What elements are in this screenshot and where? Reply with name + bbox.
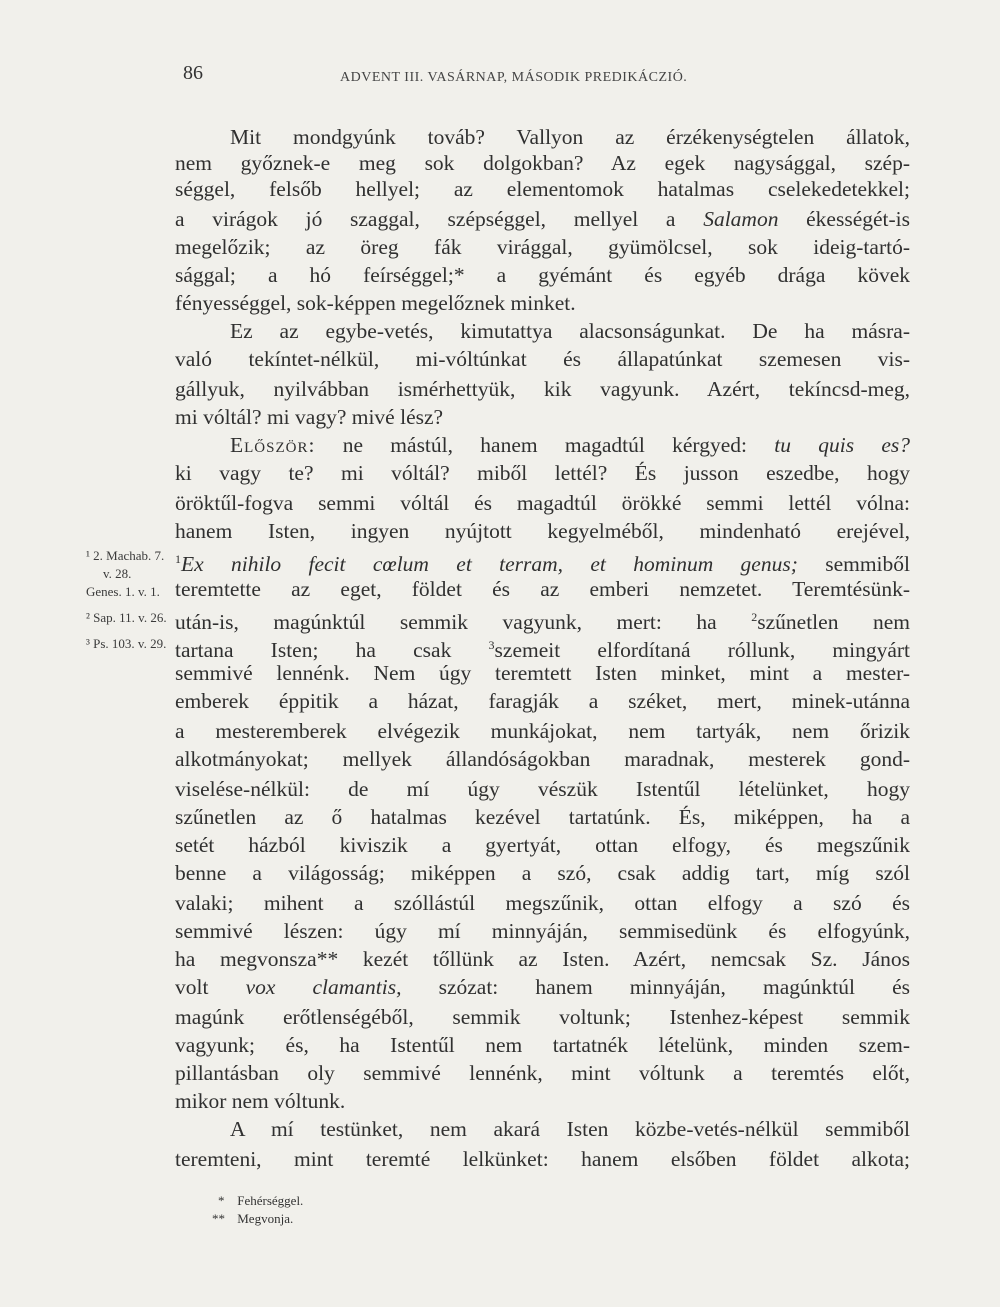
text-line: fényességgel, sok-képpen megelőznek minket.: [175, 291, 576, 315]
text-fragment: szózat: hanem minnyáján, magúnktúl és: [438, 975, 910, 999]
footnote-mark: **: [212, 1211, 225, 1226]
text-line: setét házból kiviszik a gyertyát, ottan elfogy, és megszűnik: [175, 833, 910, 857]
text-line: Ez az egybe-vetés, kimutattya alacsonságunkat. De ha másra-: [230, 319, 910, 343]
text-line: valaki; mihent a szóllástúl megszűnik, ottan elfogy a szó és: [175, 891, 910, 915]
text-line: való tekíntet-nélkül, mi-vóltúnkat és állapatúnkat szemesen vis-: [175, 347, 910, 371]
text-line: semmivé lennénk. Nem úgy teremtett Isten minket, mint a mester-: [175, 661, 910, 685]
text-line: Mit mondgyúnk továb? Vallyon az érzékenységtelen állatok,: [230, 125, 910, 149]
margin-note: ³ Ps. 103. v. 29.: [86, 636, 167, 651]
italic-phrase: Ex nihilo fecit cœlum et terram, et hominum genus;: [181, 552, 798, 577]
text-fragment: tartana Isten; ha csak: [175, 638, 452, 663]
text-line: semmivé lészen: úgy mí minnyáján, semmisedünk és elfogyúnk,: [175, 919, 910, 943]
running-head: ADVENT III. VASÁRNAP, MÁSODIK PREDIKÁCZIÓ.: [340, 70, 688, 85]
note-marker: 2: [751, 610, 758, 624]
text-line: [175, 630, 911, 663]
text-line: séggel, felsőb hellyel; az elementomok hatalmas cselekedetekkel;: [175, 177, 910, 201]
text-line: megelőzik; az öreg fák virággal, gyümölcsel, sok ideig-tartó-: [175, 235, 910, 259]
text-line: mikor nem vóltunk.: [175, 1089, 346, 1113]
text-line: teremtette az eget, földet és az emberi nemzetet. Teremtésünk-: [175, 577, 910, 601]
text-line: viselése-nélkül: de mí úgy vészük Istentűl lételünket, hogy: [175, 777, 910, 801]
text-line: [175, 204, 910, 234]
text-line: [175, 972, 910, 1002]
margin-note: Genes. 1. v. 1.: [86, 584, 160, 599]
text-line: A mí testünket, nem akará Isten közbe-vetés-nélkül semmiből: [230, 1117, 910, 1141]
text-fragment: szűnetlen nem: [757, 610, 910, 635]
text-line: hanem Isten, ingyen nyújtott kegyelméből, mindenható erejével,: [175, 519, 910, 543]
text-fragment: semmiből: [825, 552, 911, 577]
margin-note: ² Sap. 11. v. 26.: [86, 610, 167, 625]
text-line: benne a világosság; miképpen a szó, csak addig tart, míg szól: [175, 861, 910, 885]
note-marker: 1: [175, 552, 181, 566]
text-line: gállyuk, nyilvábban ismérhettyük, kik vagyunk. Azért, tekíncsd-meg,: [175, 377, 910, 401]
margin-note: v. 28.: [103, 566, 132, 581]
italic-phrase: vox clamantis,: [245, 975, 402, 999]
text-line: öröktűl-fogva semmi vóltál és magadtúl örökké semmi lettél vólna:: [175, 491, 910, 515]
text-line: ha megvonsza** kezét tőllünk az Isten. Azért, nemcsak Sz. János: [175, 947, 910, 971]
text-fragment: szemeit elfordítaná róllunk, mingyárt: [494, 638, 911, 663]
small-caps-word: Először:: [230, 433, 316, 457]
text-line: vagyunk; és, ha Istentűl nem tartatnék lételünk, minden szem-: [175, 1033, 910, 1057]
margin-note: ¹ 2. Machab. 7.: [86, 548, 165, 563]
text-line: teremteni, mint teremté lelkünket: hanem elsőben földet alkota;: [175, 1147, 910, 1171]
text-fragment: a virágok jó szaggal, szépséggel, mellyel a: [175, 207, 676, 231]
footnotes: [212, 1192, 304, 1228]
text-line: pillantásban oly semmivé lennénk, mint vóltunk a teremtés előt,: [175, 1061, 910, 1085]
footnote-text: Megvonja.: [237, 1211, 294, 1226]
text-line: emberek éppitik a házat, faragják a széket, mert, minek-utánna: [175, 689, 910, 713]
footnote: [212, 1210, 303, 1228]
text-line: [175, 602, 910, 635]
text-line: ki vagy te? mi vóltál? miből lettél? És jusson eszedbe, hogy: [175, 461, 910, 485]
text-line: alkotmányokat; mellyek állandóságokban maradnak, mesterek gond-: [175, 747, 910, 771]
text-fragment: után-is, magúnktúl semmik vagyunk, mert: ha: [175, 610, 717, 635]
italic-word: Salamon: [703, 207, 779, 231]
text-line: nem győznek-e meg sok dolgokban? Az egek nagysággal, szép-: [175, 151, 910, 175]
italic-phrase: tu quis es?: [774, 433, 911, 457]
footnote-text: Fehérséggel.: [237, 1193, 304, 1208]
note-marker: 3: [488, 638, 495, 652]
footnote: [218, 1192, 303, 1210]
footnote-mark: *: [218, 1193, 225, 1208]
text-line: mi vóltál? mi vagy? mivé lész?: [175, 405, 444, 429]
text-line: szűnetlen az ő hatalmas kezével tartatúnk. És, miképpen, ha a: [175, 805, 910, 829]
text-line: [230, 430, 910, 460]
page-number: 86: [183, 62, 203, 84]
text-fragment: volt: [175, 975, 209, 999]
text-fragment: ékességét-is: [806, 207, 911, 231]
text-fragment: ne mástúl, hanem magadtúl kérgyed:: [342, 433, 747, 457]
text-line: a mesteremberek elvégezik munkájokat, nem tartyák, nem őrizik: [175, 719, 910, 743]
text-line: magúnk erőtlenségéből, semmik voltunk; Istenhez-képest semmik: [175, 1005, 910, 1029]
text-line: sággal; a hó feírséggel;* a gyémánt és egyéb drága kövek: [175, 263, 910, 287]
text-line: [175, 544, 911, 577]
